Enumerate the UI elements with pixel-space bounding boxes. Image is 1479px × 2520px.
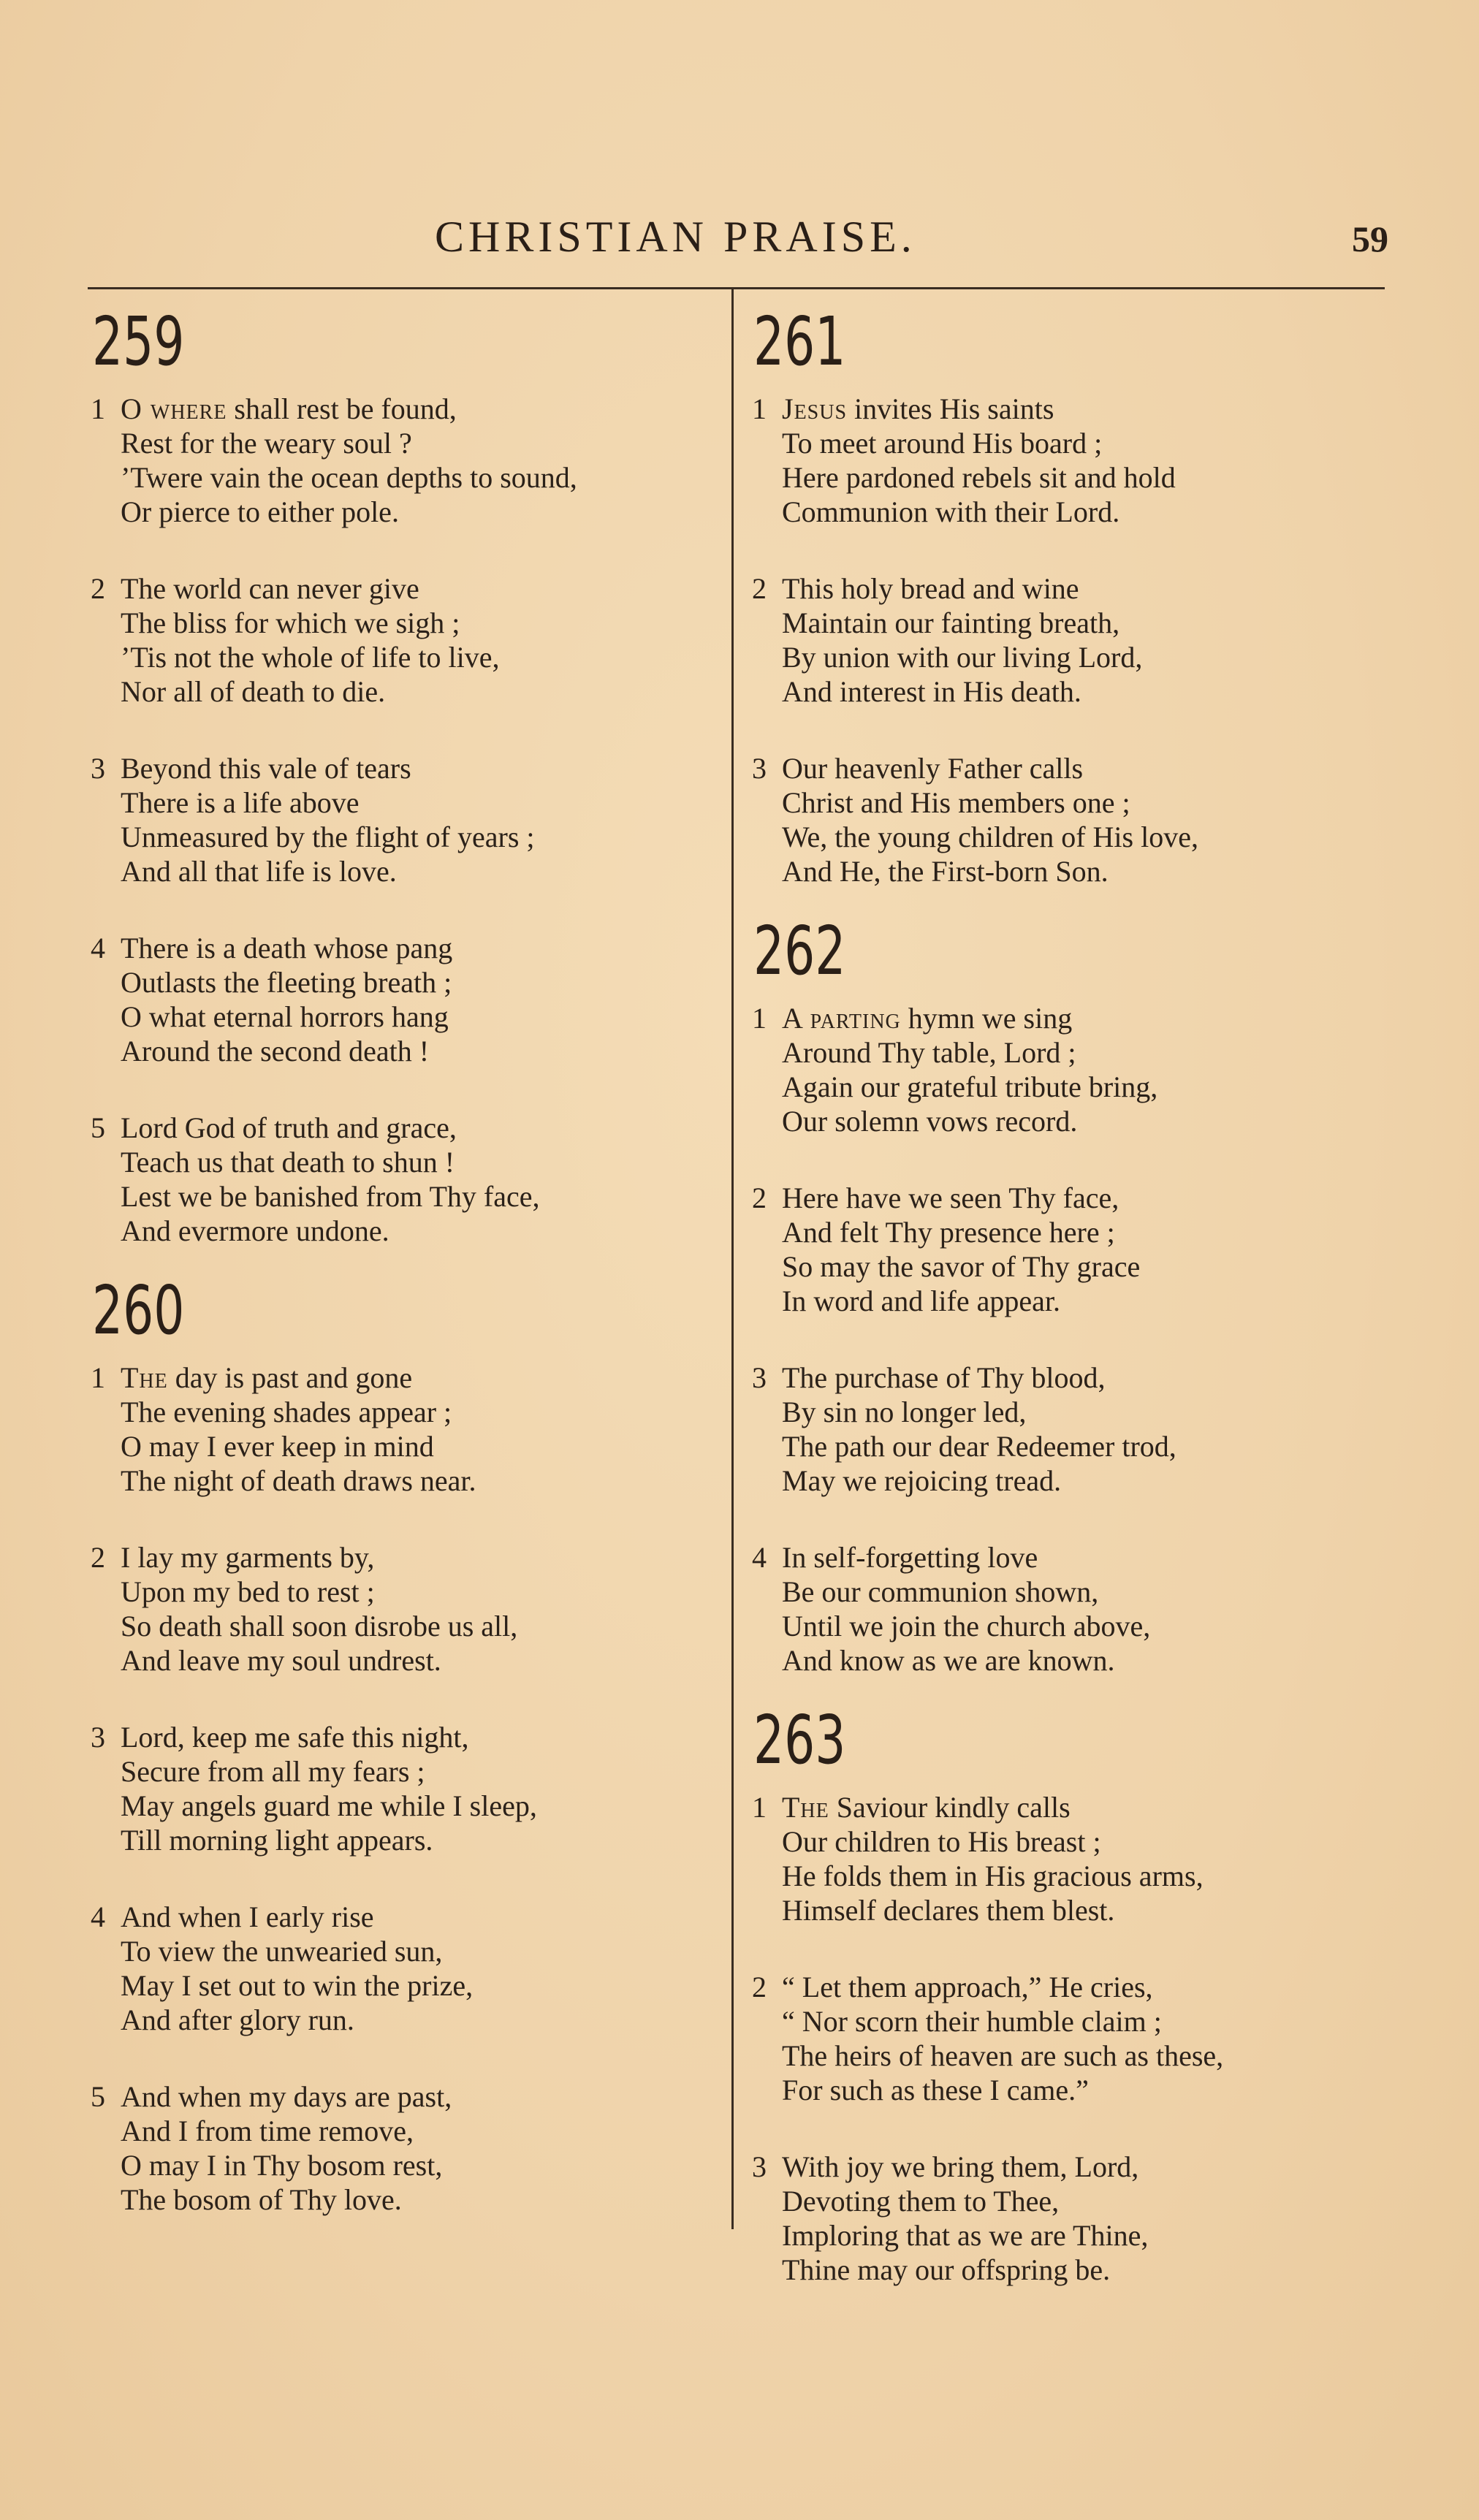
verse	[80, 1900, 723, 2037]
verse-line: Lest we be banished from Thy face,	[121, 1180, 540, 1213]
verse-line: “ Nor scorn their humble claim ;	[782, 2005, 1162, 2038]
hymn-number: 260	[92, 1271, 185, 1350]
verse-line: Or pierce to either pole.	[121, 495, 399, 528]
verse-line: By sin no longer led,	[782, 1396, 1027, 1428]
verse	[80, 931, 723, 1068]
first-words: O where	[121, 392, 227, 425]
verse-line: Our children to His breast ;	[782, 1825, 1101, 1858]
hymn-number: 262	[753, 912, 846, 990]
verse-line: The bosom of Thy love.	[121, 2183, 402, 2216]
verse-line: For such as these I came.”	[782, 2074, 1089, 2106]
verse-line: The path our dear Redeemer trod,	[782, 1430, 1176, 1463]
verse-line: And all that life is love.	[121, 855, 397, 888]
verse	[742, 1181, 1385, 1318]
verse-line: And leave my soul undrest.	[121, 1644, 441, 1677]
verse-line: Saviour kindly calls	[836, 1791, 1071, 1824]
verse	[80, 1720, 723, 1857]
verse-number: 3	[752, 1361, 767, 1394]
verse-number: 4	[752, 1541, 767, 1574]
verse-line: With joy we bring them, Lord,	[782, 2150, 1139, 2183]
verse-line: To view the unwearied sun,	[121, 1935, 443, 1968]
left-column	[80, 292, 723, 2246]
verse-line: The evening shades appear ;	[121, 1396, 452, 1428]
verse-line: ’Twere vain the ocean depths to sound,	[121, 461, 577, 494]
verse	[80, 1540, 723, 1678]
verse-line: shall rest be found,	[234, 392, 457, 425]
verse-line: Nor all of death to die.	[121, 675, 386, 708]
verse	[742, 571, 1385, 709]
verse-number: 5	[91, 1111, 105, 1144]
verse-line: And evermore undone.	[121, 1214, 389, 1247]
verse-line: The bliss for which we sigh ;	[121, 606, 460, 639]
verse-line: Secure from all my fears ;	[121, 1755, 425, 1788]
first-words: A parting	[782, 1002, 901, 1035]
verse	[742, 2150, 1385, 2287]
verse-line: Unmeasured by the flight of years ;	[121, 821, 535, 853]
verse-line: May I set out to win the prize,	[121, 1969, 474, 2002]
verse-line: And when my days are past,	[121, 2080, 452, 2113]
right-column	[742, 292, 1385, 2316]
verse-number: 1	[752, 1002, 767, 1035]
verse-line: invites His saints	[854, 392, 1054, 425]
verse-line: Maintain our fainting breath,	[782, 606, 1120, 639]
first-words: The	[121, 1361, 168, 1394]
verse-line: Outlasts the fleeting breath ;	[121, 966, 452, 999]
verse-line: To meet around His board ;	[782, 427, 1103, 460]
verse-line: The night of death draws near.	[121, 1464, 476, 1497]
hymn-262	[742, 912, 1385, 1678]
verse-number: 5	[91, 2080, 105, 2113]
hymn-number: 263	[753, 1701, 846, 1779]
verse-line: And when I early rise	[121, 1900, 374, 1933]
verse-line: There is a death whose pang	[121, 932, 453, 964]
verse-line: Imploring that as we are Thine,	[782, 2219, 1149, 2252]
verse	[742, 1001, 1385, 1138]
hymn-259	[80, 302, 723, 1248]
verse	[742, 1360, 1385, 1498]
verse-line: The heirs of heaven are such as these,	[782, 2039, 1224, 2072]
verse	[742, 1540, 1385, 1678]
verse-line: There is a life above	[121, 786, 360, 819]
verse-line: Himself declares them blest.	[782, 1894, 1115, 1927]
verse-line: Till morning light appears.	[121, 1824, 433, 1857]
verse-line: We, the young children of His love,	[782, 821, 1198, 853]
verse-line: day is past and gone	[175, 1361, 413, 1394]
verse-line: O may I in Thy bosom rest,	[121, 2149, 443, 2182]
verse-line: O may I ever keep in mind	[121, 1430, 434, 1463]
verse-line: Again our grateful tribute bring,	[782, 1070, 1158, 1103]
verse-line: And He, the First-born Son.	[782, 855, 1109, 888]
verse-number: 1	[752, 1791, 767, 1824]
verse-line: And know as we are known.	[782, 1644, 1115, 1677]
verse-line: O what eternal horrors hang	[121, 1000, 449, 1033]
first-words: Jesus	[782, 392, 848, 425]
verse-line: Until we join the church above,	[782, 1610, 1151, 1642]
verse-line: The purchase of Thy blood,	[782, 1361, 1106, 1394]
verse-number: 1	[91, 1361, 105, 1394]
verse-line: Around the second death !	[121, 1035, 430, 1067]
verse-line: In word and life appear.	[782, 1284, 1060, 1317]
verse-line: Thine may our offspring be.	[782, 2253, 1111, 2286]
verse-number: 2	[752, 572, 767, 605]
verse-line: Upon my bed to rest ;	[121, 1575, 375, 1608]
verse-line: Beyond this vale of tears	[121, 752, 411, 785]
verse	[80, 751, 723, 888]
verse-line: Our solemn vows record.	[782, 1105, 1078, 1138]
verse-line: Devoting them to Thee,	[782, 2185, 1060, 2218]
verse-number: 4	[91, 1900, 105, 1933]
verse-line: By union with our living Lord,	[782, 641, 1143, 674]
verse-line: Christ and His members one ;	[782, 786, 1130, 819]
verse-number: 3	[91, 1721, 105, 1754]
verse-line: Communion with their Lord.	[782, 495, 1120, 528]
verse-line: In self-forgetting love	[782, 1541, 1038, 1574]
verse-number: 3	[91, 752, 105, 785]
verse-number: 2	[91, 1541, 105, 1574]
running-header	[88, 212, 1388, 270]
verse-number: 3	[752, 2150, 767, 2183]
verse-line: I lay my garments by,	[121, 1541, 375, 1574]
hymn-number: 259	[92, 302, 185, 381]
verse-line: Be our communion shown,	[782, 1575, 1099, 1608]
verse-line: Around Thy table, Lord ;	[782, 1036, 1076, 1069]
verse	[742, 1790, 1385, 1927]
verse-line: And after glory run.	[121, 2003, 354, 2036]
verse	[742, 751, 1385, 888]
verse-line: “ Let them approach,” He cries,	[782, 1971, 1153, 2003]
verse-line: So may the savor of Thy grace	[782, 1250, 1141, 1283]
verse-number: 3	[752, 752, 767, 785]
verse-number: 2	[752, 1971, 767, 2003]
verse-line: And felt Thy presence here ;	[782, 1216, 1115, 1249]
verse	[742, 392, 1385, 529]
verse-line: May angels guard me while I sleep,	[121, 1789, 537, 1822]
verse	[742, 1970, 1385, 2107]
verse-line: And interest in His death.	[782, 675, 1081, 708]
verse-line: Rest for the weary soul ?	[121, 427, 412, 460]
verse-line: Our heavenly Father calls	[782, 752, 1084, 785]
verse-line: He folds them in His gracious arms,	[782, 1859, 1204, 1892]
verse-line: ’Tis not the whole of life to live,	[121, 641, 500, 674]
verse-number: 1	[91, 392, 105, 425]
verse	[80, 2079, 723, 2217]
verse-number: 4	[91, 932, 105, 964]
verse-line: Here have we seen Thy face,	[782, 1181, 1119, 1214]
verse-line: The world can never give	[121, 572, 419, 605]
header-rule	[88, 287, 1385, 289]
verse-line: And I from time remove,	[121, 2114, 414, 2147]
verse-line: So death shall soon disrobe us all,	[121, 1610, 518, 1642]
first-words: The	[782, 1791, 829, 1824]
verse-number: 2	[91, 572, 105, 605]
page-number: 59	[1352, 218, 1388, 259]
verse-number: 1	[752, 392, 767, 425]
verse-line: hymn we sing	[908, 1002, 1073, 1035]
hymn-263	[742, 1701, 1385, 2287]
verse-number: 2	[752, 1181, 767, 1214]
hymn-260	[80, 1271, 723, 2217]
verse	[80, 392, 723, 529]
verse	[80, 1360, 723, 1498]
header-title: CHRISTIAN PRAISE.	[435, 213, 916, 261]
verse-line: May we rejoicing tread.	[782, 1464, 1062, 1497]
verse-line: Here pardoned rebels sit and hold	[782, 461, 1176, 494]
verse-line: This holy bread and wine	[782, 572, 1079, 605]
hymn-261	[742, 302, 1385, 888]
column-divider	[731, 289, 734, 2229]
verse-line: Teach us that death to shun !	[121, 1146, 455, 1179]
hymn-number: 261	[753, 302, 846, 381]
verse	[80, 1111, 723, 1248]
verse-line: Lord God of truth and grace,	[121, 1111, 457, 1144]
verse-line: Lord, keep me safe this night,	[121, 1721, 469, 1754]
verse	[80, 571, 723, 709]
